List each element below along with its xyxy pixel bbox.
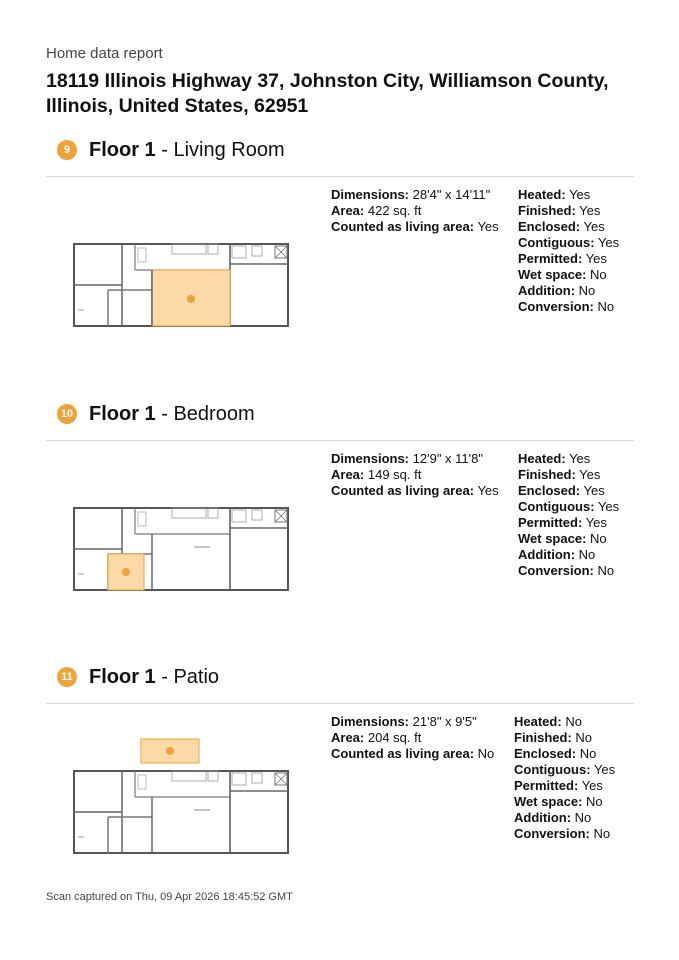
section-divider [46, 703, 634, 704]
conversion-row: Conversion: No [514, 826, 611, 841]
dimensions-row: Dimensions: 28'4" x 14'11" [331, 187, 491, 202]
room-section-bedroom [46, 400, 634, 650]
title-separator: - [155, 139, 174, 161]
enclosed-row: Enclosed: Yes [518, 219, 605, 234]
room-name: Living Room [173, 139, 285, 161]
contiguous-row: Contiguous: Yes [518, 499, 620, 514]
floor-label: Floor 1 [89, 666, 156, 688]
enclosed-row: Enclosed: Yes [518, 483, 605, 498]
room-header [46, 663, 634, 693]
permitted-row: Permitted: Yes [518, 251, 607, 266]
living-area-row: Counted as living area: No [331, 746, 495, 761]
room-number-badge: 11 [57, 667, 77, 687]
room-header [46, 136, 634, 166]
room-section-living-room [46, 136, 634, 386]
address-line-1: 18119 Illinois Highway 37, Johnston City, Williamson County, [46, 70, 609, 92]
room-title [89, 400, 255, 428]
addition-row: Addition: No [518, 283, 596, 298]
room-header [46, 400, 634, 430]
area-row: Area: 422 sq. ft [331, 203, 422, 218]
heated-row: Heated: Yes [518, 187, 591, 202]
room-name: Patio [173, 666, 220, 688]
addition-row: Addition: No [514, 810, 592, 825]
wet-space-row: Wet space: No [518, 531, 607, 546]
section-divider [46, 176, 634, 177]
room-marker [166, 747, 174, 755]
room-marker [187, 295, 195, 303]
room-facts-flags [518, 187, 619, 315]
room-number-badge: 9 [57, 140, 77, 160]
floor-label: Floor 1 [89, 139, 156, 161]
contiguous-row: Contiguous: Yes [518, 235, 620, 250]
dimensions-row: Dimensions: 21'8" x 9'5" [331, 714, 477, 729]
room-facts-primary [331, 714, 494, 762]
room-marker [122, 568, 130, 576]
enclosed-row: Enclosed: No [514, 746, 597, 761]
title-separator: - [155, 666, 174, 688]
floor-label: Floor 1 [89, 403, 156, 425]
floor-plan-bedroom [72, 448, 292, 608]
address-heading [46, 69, 646, 119]
floor-plan-living-room [72, 184, 292, 344]
wet-space-row: Wet space: No [514, 794, 603, 809]
conversion-row: Conversion: No [518, 299, 615, 314]
room-section-patio [46, 663, 634, 913]
area-row: Area: 204 sq. ft [331, 730, 422, 745]
room-number-badge: 10 [57, 404, 77, 424]
living-area-row: Counted as living area: Yes [331, 483, 499, 498]
floor-plan-patio [72, 711, 292, 871]
heated-row: Heated: Yes [518, 451, 591, 466]
area-row: Area: 149 sq. ft [331, 467, 422, 482]
permitted-row: Permitted: Yes [518, 515, 607, 530]
room-facts-flags [514, 714, 615, 842]
room-title [89, 663, 219, 691]
permitted-row: Permitted: Yes [514, 778, 603, 793]
address-line-2: Illinois, United States, 62951 [46, 95, 309, 117]
finished-row: Finished: Yes [518, 467, 601, 482]
finished-row: Finished: Yes [518, 203, 601, 218]
room-title [89, 136, 285, 164]
finished-row: Finished: No [514, 730, 593, 745]
dimensions-row: Dimensions: 12'9" x 11'8" [331, 451, 483, 466]
addition-row: Addition: No [518, 547, 596, 562]
room-facts-flags [518, 451, 619, 579]
contiguous-row: Contiguous: Yes [514, 762, 616, 777]
room-facts-primary [331, 451, 499, 499]
title-separator: - [155, 403, 174, 425]
heated-row: Heated: No [514, 714, 582, 729]
wet-space-row: Wet space: No [518, 267, 607, 282]
room-name: Bedroom [173, 403, 255, 425]
section-divider [46, 440, 634, 441]
report-label: Home data report [46, 45, 163, 62]
conversion-row: Conversion: No [518, 563, 615, 578]
scan-timestamp: Scan captured on Thu, 09 Apr 2026 18:45:52 GMT [46, 891, 293, 903]
living-area-row: Counted as living area: Yes [331, 219, 499, 234]
room-facts-primary [331, 187, 499, 235]
